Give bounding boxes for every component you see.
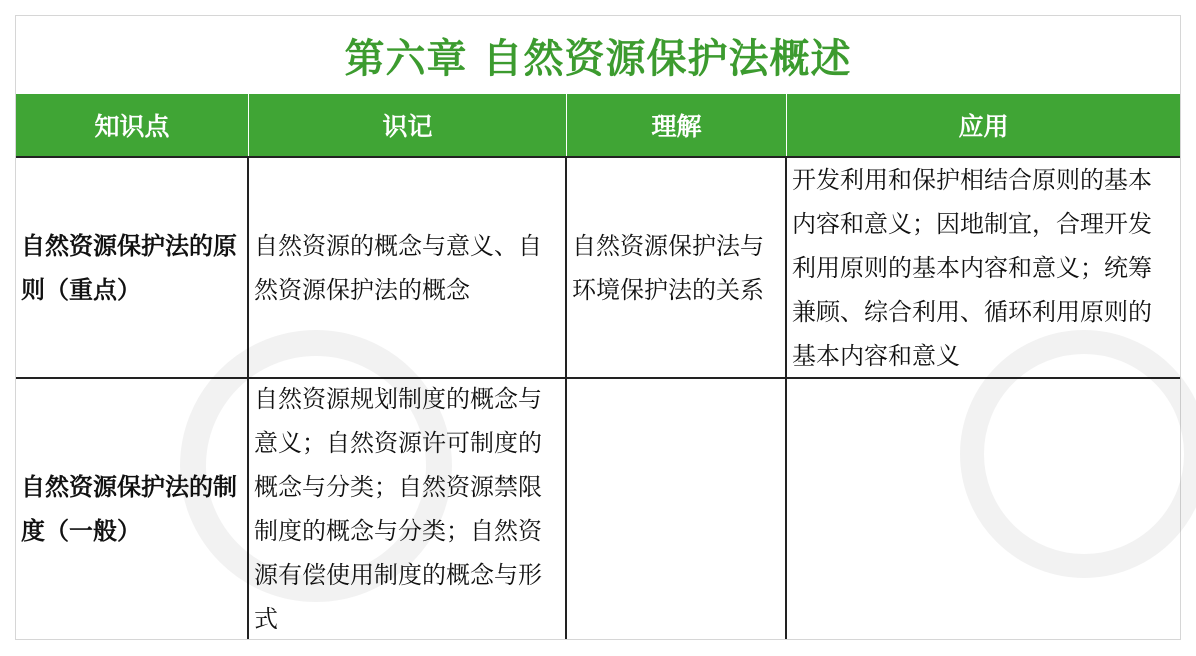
cell-understand (567, 379, 787, 639)
cell-text: 自然资源保护法的制度（一般） (21, 473, 237, 545)
cell-text: 开发利用和保护相结合原则的基本内容和意义；因地制宜，合理开发利用原则的基本内容和意义；统筹兼顾、综合利用、循环利用原则的基本内容和意义 (792, 165, 1152, 370)
table-body (16, 156, 1180, 639)
cell-memorize (249, 158, 567, 377)
cell-knowledge-point (16, 379, 249, 639)
table-row (16, 156, 1180, 377)
cell-text: 自然资源保护法的原则（重点） (21, 231, 237, 304)
document-table (15, 15, 1181, 640)
header-apply: 应用 (958, 112, 1009, 141)
cell-text: 自然资源保护法与环境保护法的关系 (572, 231, 764, 304)
cell-memorize (249, 379, 567, 639)
table-header (16, 94, 1180, 156)
header-knowledge-point: 知识点 (16, 94, 249, 156)
title-bar (16, 16, 1180, 94)
cell-apply (787, 379, 1180, 639)
cell-text: 自然资源规划制度的概念与意义；自然资源许可制度的概念与分类；自然资源禁限制度的概念与分类；自然资源有偿使用制度的概念与形式 (254, 385, 542, 633)
header-understand: 理解 (567, 94, 787, 156)
cell-text: 自然资源的概念与意义、自然资源保护法的概念 (254, 231, 542, 304)
cell-apply (787, 158, 1180, 377)
header-memorize: 识记 (249, 94, 567, 156)
cell-understand (567, 158, 787, 377)
page-title: 第六章 自然资源保护法概述 (344, 35, 852, 82)
table-row (16, 377, 1180, 639)
cell-knowledge-point (16, 158, 249, 377)
